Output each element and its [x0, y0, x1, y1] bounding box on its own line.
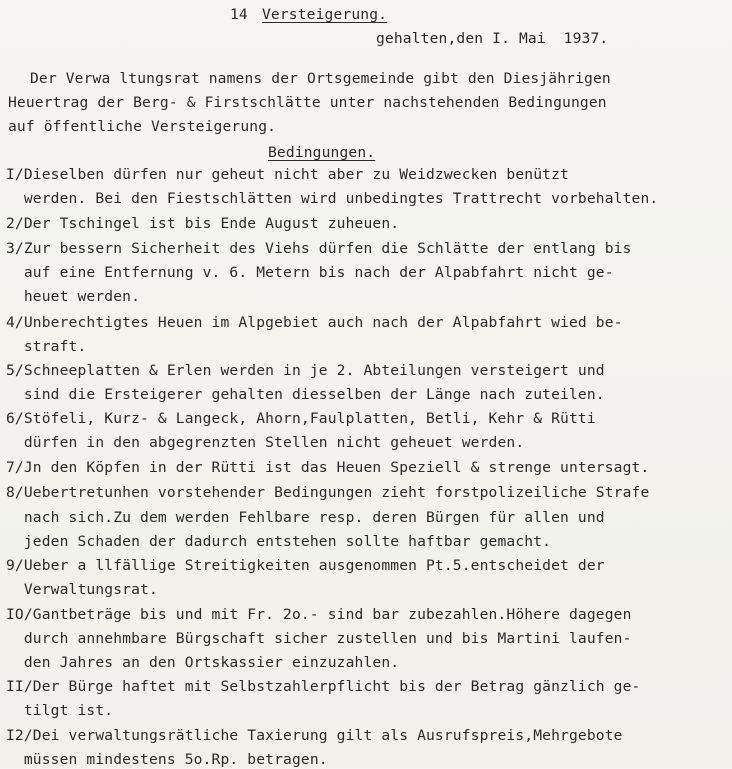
condition-line: 8/Uebertretunhen vorstehender Bedingungen zieht forstpolizeiliche Strafe — [6, 484, 650, 501]
condition-line: dürfen in den abgegrenzten Stellen nicht geheuet werden. — [6, 434, 525, 451]
date-line: gehalten,den I. Mai 1937. — [376, 30, 609, 47]
condition-line: 2/Der Tschingel ist bis Ende August zuheuen. — [6, 215, 400, 232]
condition-line: Verwaltungsrat. — [6, 581, 158, 598]
condition-line: 7/Jn den Köpfen in der Rütti ist das Heuen Speziell & strenge untersagt. — [6, 459, 650, 476]
condition-line: 6/Stöfeli, Kurz- & Langeck, Ahorn,Faulplatten, Betli, Kehr & Rütti — [6, 410, 596, 427]
condition-line: werden. Bei den Fiestschlätten wird unbedingtes Trattrecht vorbehalten. — [6, 190, 659, 207]
doc-number: 14 — [230, 6, 248, 23]
doc-title: Versteigerung. — [262, 6, 388, 23]
condition-line: auf eine Entfernung v. 6. Metern bis nach der Alpabfahrt nicht ge- — [6, 264, 614, 281]
condition-line: I2/Dei verwaltungsrätliche Taxierung gilt als Ausrufspreis,Mehrgebote — [6, 727, 623, 744]
condition-line: II/Der Bürge haftet mit Selbstzahlerpflicht bis der Betrag gänzlich ge- — [6, 678, 641, 695]
condition-line: jeden Schaden der dadurch entstehen sollte haftbar gemacht. — [6, 533, 552, 550]
condition-line: heuet werden. — [6, 288, 141, 305]
condition-line: 5/Schneeplatten & Erlen werden in je 2. Abteilungen versteigert und — [6, 362, 605, 379]
condition-line: nach sich.Zu dem werden Fehlbare resp. deren Bürgen für allen und — [6, 509, 605, 526]
condition-line: durch annehmbare Bürgschaft sicher zustellen und bis Martini laufen- — [6, 630, 632, 647]
condition-line: 3/Zur bessern Sicherheit des Viehs dürfen die Schlätte der entlang bis — [6, 240, 632, 257]
condition-line: 4/Unberechtigtes Heuen im Alpgebiet auch nach der Alpabfahrt wied be- — [6, 314, 623, 331]
condition-line: 9/Ueber a llfällige Streitigkeiten ausgenommen Pt.5.entscheidet der — [6, 557, 605, 574]
intro-line: Heuertrag der Berg- & Firstschlätte unter nachstehenden Bedingungen — [8, 94, 607, 111]
intro-line: Der Verwa ltungsrat namens der Ortsgemeinde gibt den Diesjährigen — [30, 70, 611, 87]
condition-line: tilgt ist. — [6, 702, 114, 719]
conditions-heading: Bedingungen. — [268, 144, 376, 161]
condition-line: I/Dieselben dürfen nur geheut nicht aber zu Weidzwecken benützt — [6, 166, 569, 183]
condition-line: den Jahres an den Ortskassier einzuzahlen. — [6, 654, 400, 671]
condition-line: IO/Gantbeträge bis und mit Fr. 2o.- sind bar zubezahlen.Höhere dagegen — [6, 606, 632, 623]
condition-line: müssen mindestens 5o.Rp. betragen. — [6, 751, 328, 768]
intro-line: auf öffentliche Versteigerung. — [8, 118, 277, 135]
condition-line: straft. — [6, 338, 87, 355]
condition-line: sind die Ersteigerer gehalten diesselben der Länge nach zuteilen. — [6, 386, 605, 403]
